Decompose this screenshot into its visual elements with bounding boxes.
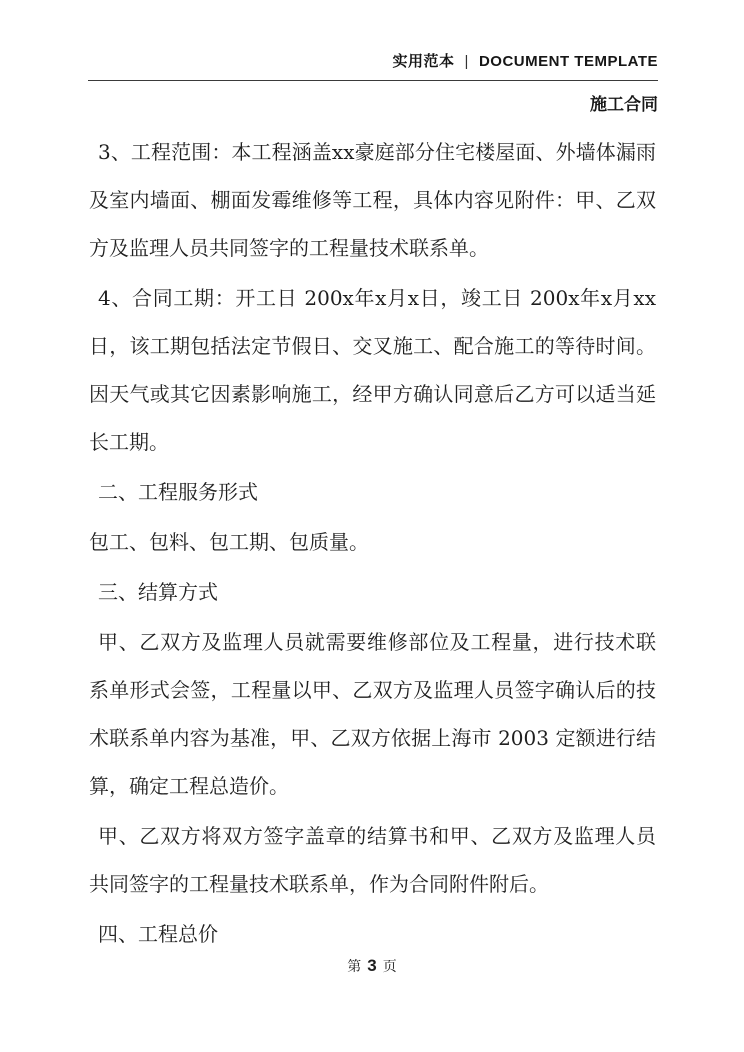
contract-paragraph-attachment: 甲、乙双方将双方签字盖章的结算书和甲、乙双方及监理人员共同签字的工程量技术联系单，作为合同附件附后。 bbox=[89, 824, 656, 896]
page-header bbox=[88, 50, 658, 71]
contract-paragraph-service-form: 包工、包料、包工期、包质量。 bbox=[89, 530, 369, 554]
header-divider bbox=[88, 80, 658, 81]
contract-heading-settlement: 三、结算方式 bbox=[98, 580, 218, 604]
document-title: 施工合同 bbox=[590, 95, 658, 114]
page-label-prefix: 第 bbox=[347, 959, 362, 975]
contract-heading-service-form: 二、工程服务形式 bbox=[98, 480, 258, 504]
brand-name-cn: 实用范本 bbox=[392, 53, 455, 70]
contract-paragraph-scope: 3、工程范围：本工程涵盖xx豪庭部分住宅楼屋面、外墙体漏雨及室内墙面、棚面发霉维修等工程，具体内容见附件：甲、乙双方及监理人员共同签字的工程量技术联系单。 bbox=[89, 140, 656, 260]
page-footer bbox=[0, 956, 744, 976]
contract-heading-total-price: 四、工程总价 bbox=[98, 922, 218, 946]
contract-body bbox=[89, 128, 656, 960]
page-label-suffix: 页 bbox=[382, 959, 397, 975]
contract-paragraph-duration: 4、合同工期：开工日 200x年x月x日，竣工日 200x年x月xx日，该工期包括法定节假日、交叉施工、配合施工的等待时间。因天气或其它因素影响施工，经甲方确认同意后乙方可以适当延长工期。 bbox=[89, 286, 656, 454]
contract-paragraph-settlement: 甲、乙双方及监理人员就需要维修部位及工程量，进行技术联系单形式会签，工程量以甲、乙双方及监理人员签字确认后的技术联系单内容为基准，甲、乙双方依据上海市 2003 定额进行结算，确定工程总造价。 bbox=[89, 630, 656, 798]
page-number: 3 bbox=[367, 956, 377, 975]
header-separator: | bbox=[464, 53, 469, 70]
brand-name-en: DOCUMENT TEMPLATE bbox=[478, 53, 658, 70]
